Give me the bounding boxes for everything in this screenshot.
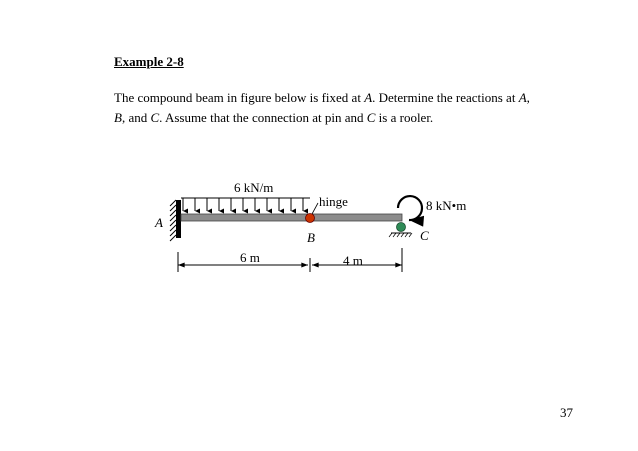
problem-point-c: C (366, 110, 376, 125)
problem-point-b: B (114, 110, 122, 125)
problem-text-2: . Determine the reactions at (372, 90, 519, 105)
problem-text-5: . Assume that the connection at pin and (159, 110, 367, 125)
problem-text-1: The compound beam in figure below is fixed at (114, 90, 365, 105)
hinge-label: hinge (319, 194, 348, 209)
beam-ab (181, 214, 310, 221)
distributed-load (181, 198, 310, 211)
point-label-a: A (155, 215, 163, 230)
page-number: 37 (560, 405, 573, 420)
hinge-pin (306, 214, 315, 223)
dimension-label-right: 4 m (343, 253, 363, 268)
problem-text-4: , and (121, 110, 151, 125)
problem-point-c: C (150, 110, 160, 125)
fixed-support-a (170, 200, 181, 241)
example-heading: Example 2-8 (114, 54, 184, 69)
dimension-lines (178, 248, 402, 272)
moment-label: 8 kN•m (426, 198, 467, 213)
load-label: 6 kN/m (234, 180, 274, 195)
beam-bc (310, 214, 402, 221)
problem-text-6: is a rooler. (375, 110, 434, 125)
problem-point-a: A (518, 90, 527, 105)
roller-support-c (389, 223, 412, 238)
point-label-b: B (307, 230, 315, 245)
hinge-leader (312, 203, 318, 214)
point-label-c: C (420, 228, 429, 243)
problem-point-a: A (364, 90, 373, 105)
problem-text-3: , (526, 90, 530, 105)
dimension-label-left: 6 m (240, 250, 260, 265)
